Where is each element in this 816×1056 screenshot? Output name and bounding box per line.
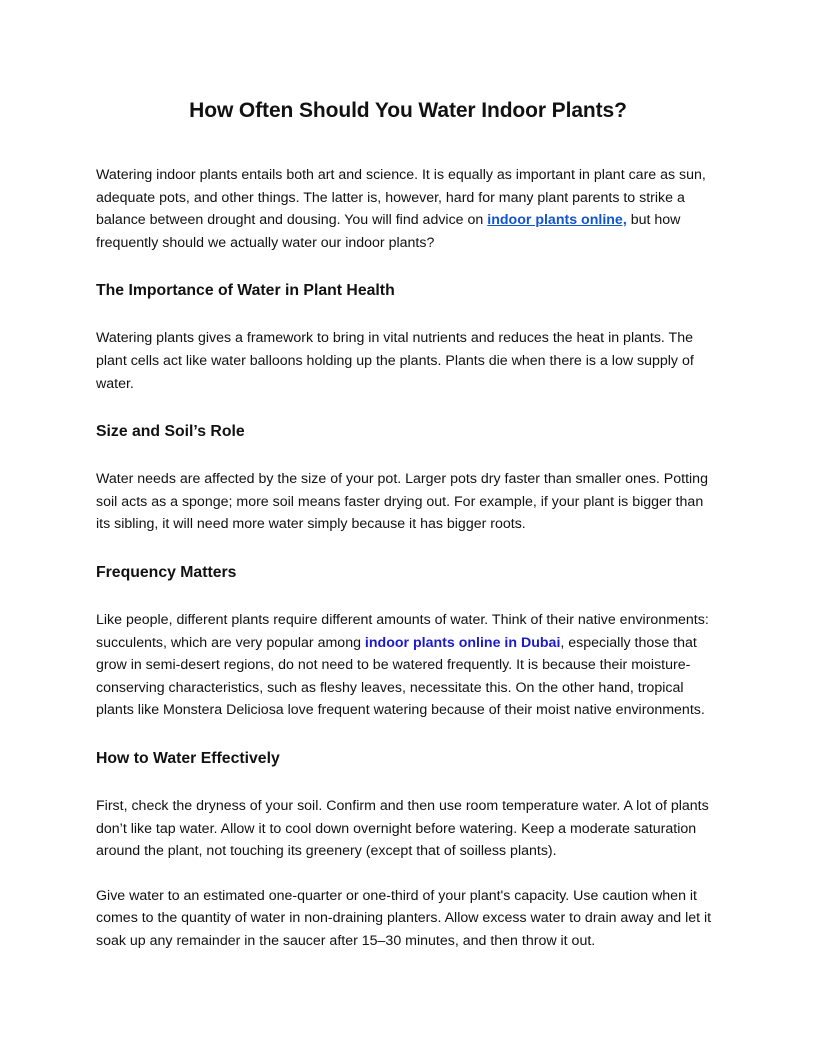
intro-text-after-link: but how frequently should we actually water our indoor plants? xyxy=(96,212,681,251)
frequency-text-after-link: , especially those that grow in semi-desert regions, do not need to be watered frequently. It is because their moisture-conserving characteristics, such as fleshy leaves, necessitate this. On the other hand, tropical plants like Monstera Deliciosa love frequent watering because of their moist native environments. xyxy=(96,634,705,719)
indoor-plants-online-dubai-link[interactable]: indoor plants online in Dubai xyxy=(364,634,561,651)
section-heading-importance: The Importance of Water in Plant Health xyxy=(96,282,395,300)
frequency-text-before-link: Like people, different plants require different amounts of water. Think of their native environments: succulents, which are very popular among xyxy=(96,611,709,651)
section-heading-how-to-water: How to Water Effectively xyxy=(96,749,280,767)
section-paragraph-how-to-water-1: First, check the dryness of your soil. Confirm and then use room temperature water. A lot of plants don’t like tap water. Allow it to cool down overnight before watering. Keep a moderate saturation around the plant, not touching its greenery (except that of soilless plants). xyxy=(96,797,709,860)
indoor-plants-online-link[interactable]: indoor plants online, xyxy=(487,212,627,229)
section-heading-size-soil: Size and Soil’s Role xyxy=(96,423,245,441)
page-title: How Often Should You Water Indoor Plants? xyxy=(189,99,627,122)
section-paragraph-size-soil: Water needs are affected by the size of your pot. Larger pots dry faster than smaller ones. Potting soil acts as a sponge; more soil means faster drying out. For example, if your plant is bigger than its sibling, it will need more water simply because it has bigger roots. xyxy=(96,471,708,533)
section-paragraph-frequency xyxy=(96,609,720,722)
section-paragraph-how-to-water-2: Give water to an estimated one-quarter or one-third of your plant's capacity. Use caution when it comes to the quantity of water in non-draining planters. Allow excess water to drain away and let it soak up any remainder in the saucer after 15–30 minutes, and then throw it out. xyxy=(96,887,712,949)
section-heading-frequency: Frequency Matters xyxy=(96,563,237,581)
intro-text-before-link: Watering indoor plants entails both art and science. It is equally as important in plant care as sun, adequate pots, and other things. The latter is, however, hard for many plant parents to strike a balance between drought and dousing. You will find advice on xyxy=(96,167,706,229)
section-paragraph-importance: Watering plants gives a framework to bring in vital nutrients and reduces the heat in plants. The plant cells act like water balloons holding up the plants. Plants die when there is a low supply of water. xyxy=(96,330,694,392)
intro-paragraph xyxy=(96,164,720,254)
